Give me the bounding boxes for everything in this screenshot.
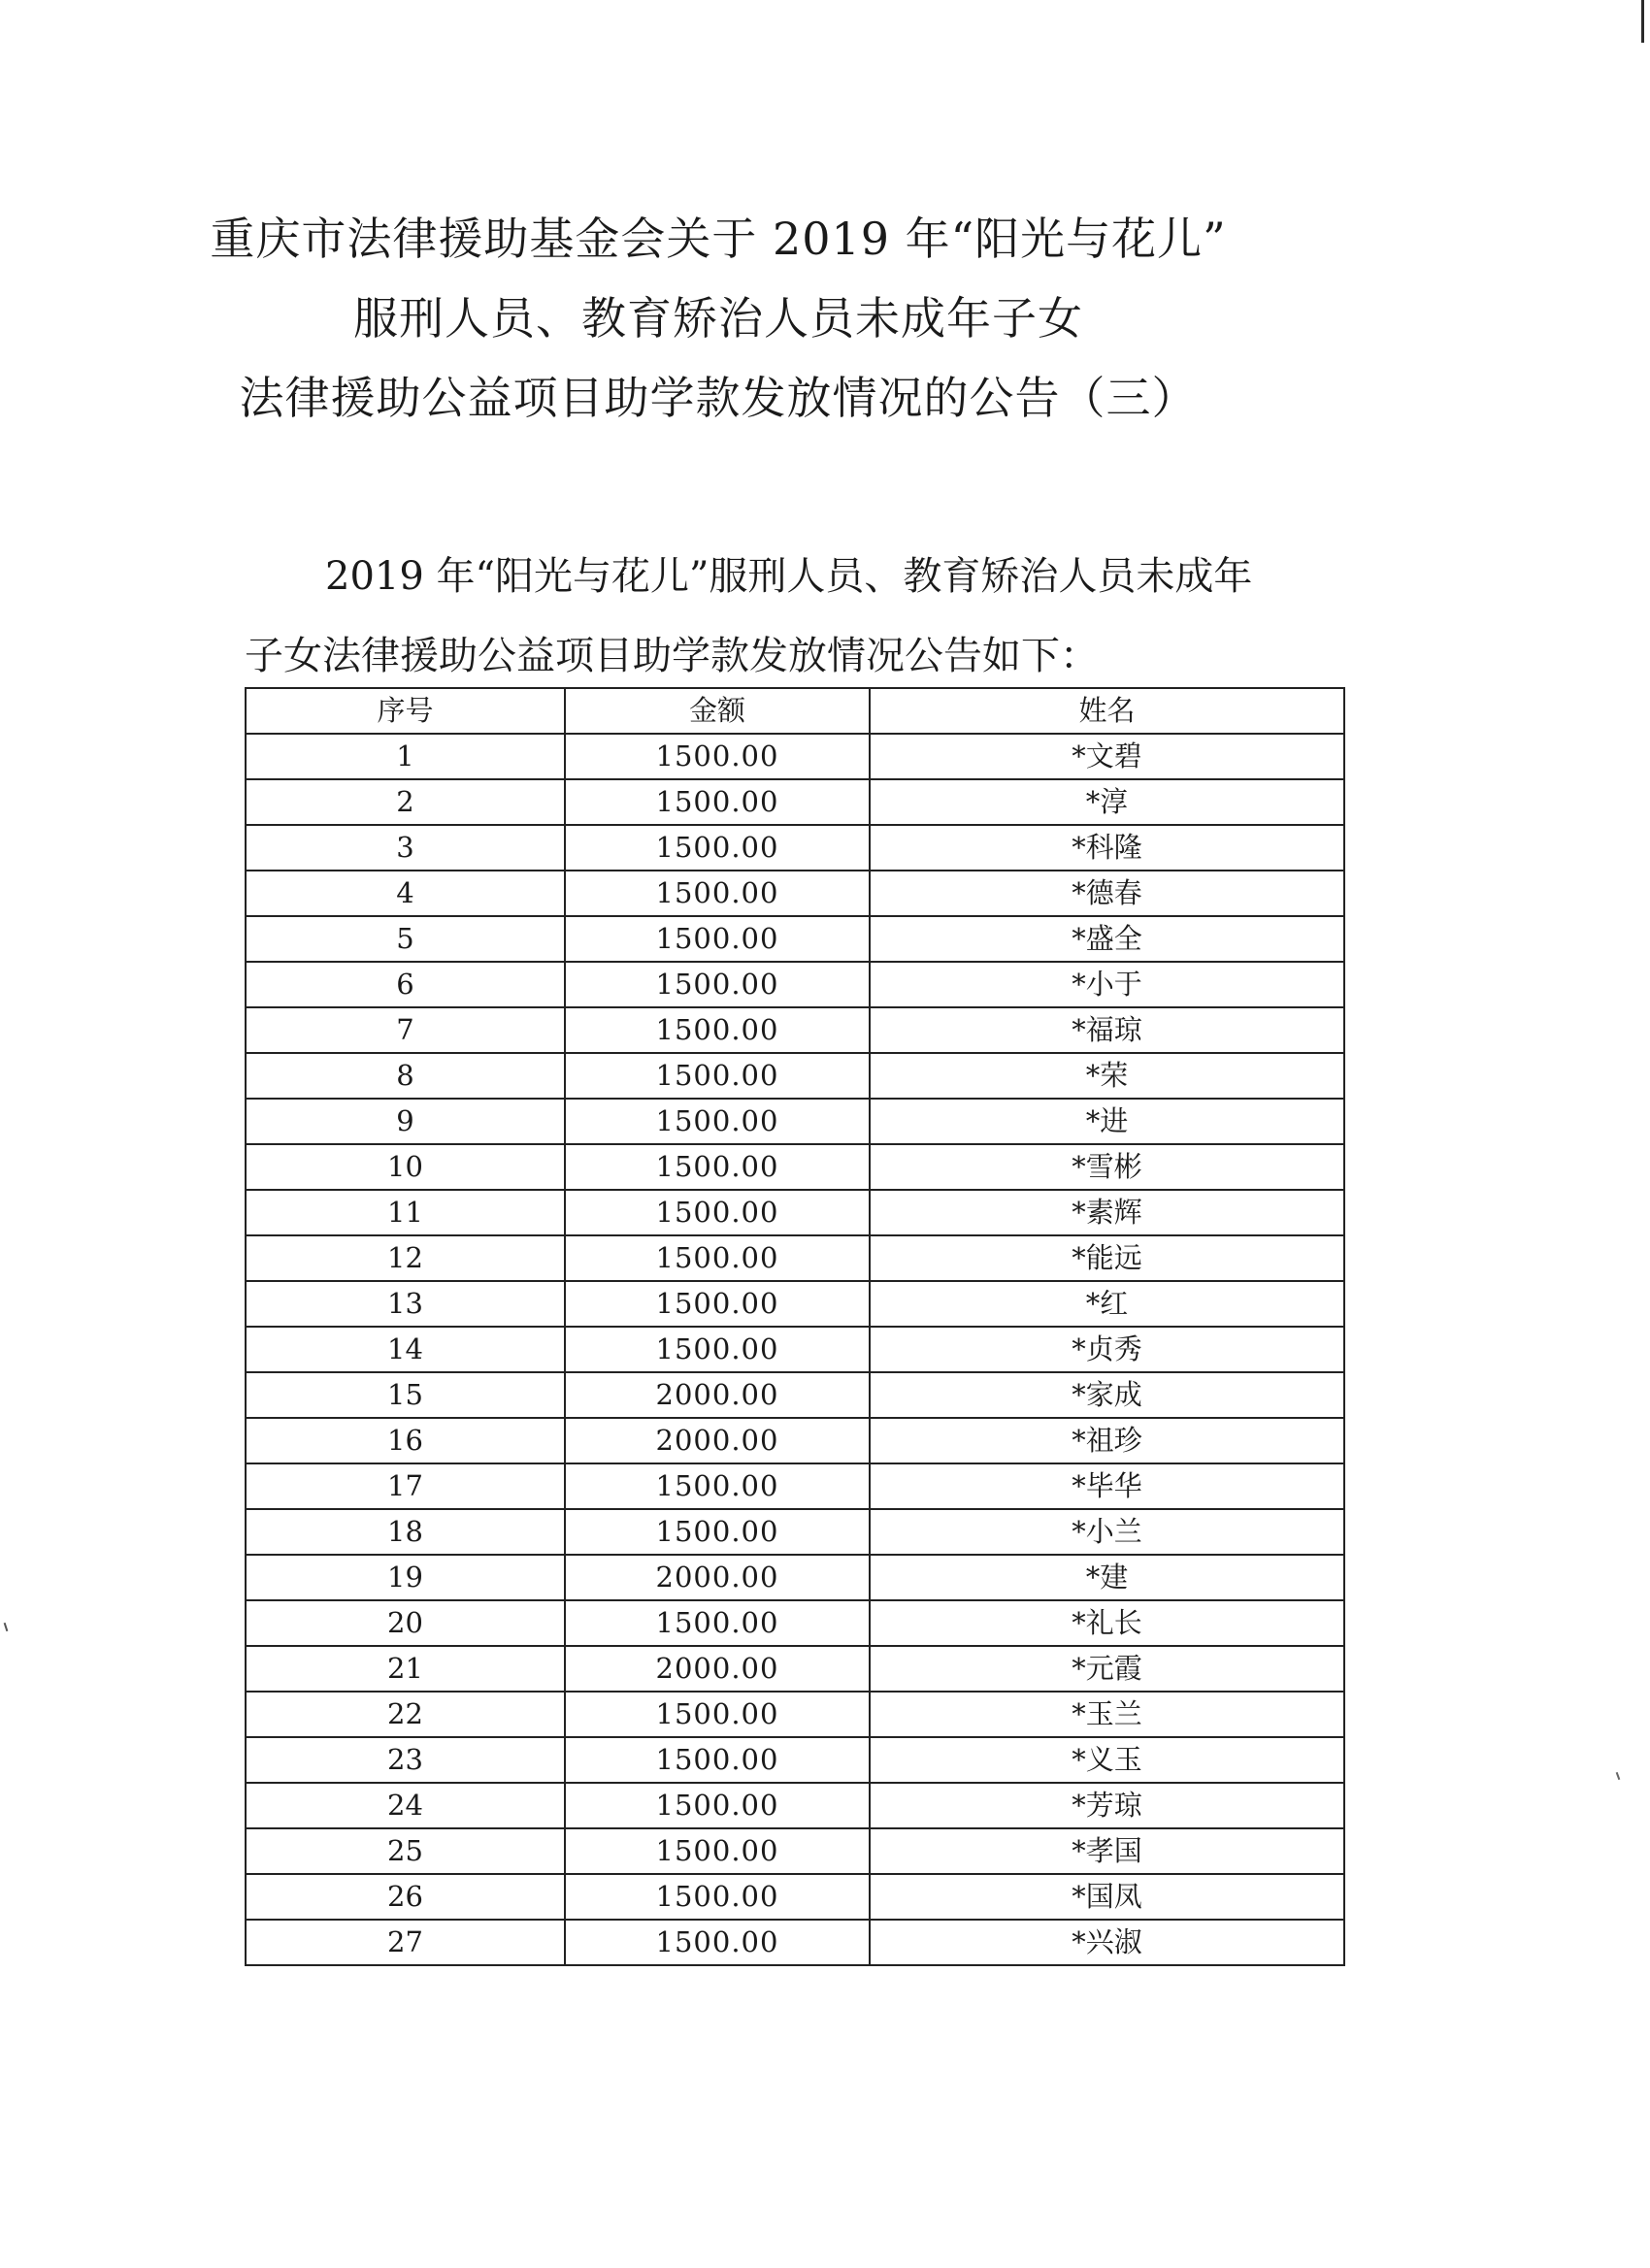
table-row	[246, 1099, 1344, 1144]
cell-name: *贞秀	[870, 1327, 1344, 1372]
table-row	[246, 1235, 1344, 1281]
cell-amount: 1500.00	[565, 1874, 870, 1920]
cell-serial-number: 20	[246, 1600, 565, 1646]
cell-name: *毕华	[870, 1463, 1344, 1509]
cell-serial-number: 6	[246, 962, 565, 1007]
cell-amount: 1500.00	[565, 1144, 870, 1190]
table-row	[246, 1372, 1344, 1418]
cell-name: *红	[870, 1281, 1344, 1327]
cell-amount: 2000.00	[565, 1372, 870, 1418]
cell-serial-number: 13	[246, 1281, 565, 1327]
intro-line-2: 子女法律援助公益项目助学款发放情况公告如下：	[245, 634, 1099, 678]
cell-amount: 1500.00	[565, 1737, 870, 1783]
cell-amount: 1500.00	[565, 1281, 870, 1327]
cell-amount: 1500.00	[565, 1600, 870, 1646]
table-row	[246, 1828, 1344, 1874]
cell-name: *雪彬	[870, 1144, 1344, 1190]
cell-amount: 2000.00	[565, 1418, 870, 1463]
cell-name: *家成	[870, 1372, 1344, 1418]
cell-amount: 1500.00	[565, 779, 870, 825]
cell-serial-number: 23	[246, 1737, 565, 1783]
cell-serial-number: 17	[246, 1463, 565, 1509]
table-row	[246, 1737, 1344, 1783]
award-table	[245, 687, 1345, 1966]
cell-name: *祖珍	[870, 1418, 1344, 1463]
cell-serial-number: 12	[246, 1235, 565, 1281]
table-row	[246, 1783, 1344, 1828]
cell-name: *德春	[870, 871, 1344, 916]
cell-serial-number: 5	[246, 916, 565, 962]
header-serial-number: 序号	[246, 688, 565, 734]
intro-line-1: 2019 年“阳光与花儿”服刑人员、教育矫治人员未成年	[325, 554, 1253, 599]
cell-serial-number: 7	[246, 1007, 565, 1053]
cell-name: *素辉	[870, 1190, 1344, 1235]
cell-name: *进	[870, 1099, 1344, 1144]
table-row	[246, 1509, 1344, 1555]
cell-serial-number: 21	[246, 1646, 565, 1692]
cell-amount: 1500.00	[565, 1828, 870, 1874]
cell-serial-number: 8	[246, 1053, 565, 1099]
table-row	[246, 916, 1344, 962]
cell-serial-number: 24	[246, 1783, 565, 1828]
cell-name: *孝国	[870, 1828, 1344, 1874]
document-title-line-3: 法律援助公益项目助学款发放情况的公告（三）	[239, 372, 1198, 424]
cell-serial-number: 3	[246, 825, 565, 871]
cell-amount: 1500.00	[565, 1920, 870, 1965]
table-header-row	[246, 688, 1344, 734]
cell-amount: 1500.00	[565, 1053, 870, 1099]
cell-serial-number: 9	[246, 1099, 565, 1144]
cell-name: *科隆	[870, 825, 1344, 871]
table-row	[246, 1646, 1344, 1692]
scan-speck	[4, 1623, 9, 1631]
header-name: 姓名	[870, 688, 1344, 734]
table-row	[246, 1463, 1344, 1509]
cell-name: *小于	[870, 962, 1344, 1007]
table-row	[246, 1007, 1344, 1053]
cell-amount: 1500.00	[565, 871, 870, 916]
table-row	[246, 1692, 1344, 1737]
document-title-line-2: 服刑人员、教育矫治人员未成年子女	[353, 292, 1083, 345]
cell-name: *兴淑	[870, 1920, 1344, 1965]
cell-amount: 2000.00	[565, 1555, 870, 1600]
cell-name: *淳	[870, 779, 1344, 825]
cell-amount: 1500.00	[565, 916, 870, 962]
table-row	[246, 871, 1344, 916]
cell-amount: 1500.00	[565, 1692, 870, 1737]
table-row	[246, 1600, 1344, 1646]
scan-edge-mark	[1641, 0, 1644, 43]
cell-amount: 1500.00	[565, 1463, 870, 1509]
cell-name: *国凤	[870, 1874, 1344, 1920]
cell-name: *文碧	[870, 734, 1344, 779]
table-row	[246, 734, 1344, 779]
cell-serial-number: 10	[246, 1144, 565, 1190]
table-row	[246, 1874, 1344, 1920]
cell-amount: 1500.00	[565, 962, 870, 1007]
cell-serial-number: 26	[246, 1874, 565, 1920]
cell-serial-number: 19	[246, 1555, 565, 1600]
table-row	[246, 1144, 1344, 1190]
cell-name: *盛全	[870, 916, 1344, 962]
cell-serial-number: 4	[246, 871, 565, 916]
cell-serial-number: 1	[246, 734, 565, 779]
cell-name: *礼长	[870, 1600, 1344, 1646]
cell-serial-number: 11	[246, 1190, 565, 1235]
cell-name: *玉兰	[870, 1692, 1344, 1737]
cell-serial-number: 15	[246, 1372, 565, 1418]
table-row	[246, 825, 1344, 871]
cell-name: *小兰	[870, 1509, 1344, 1555]
cell-amount: 1500.00	[565, 1099, 870, 1144]
table-row	[246, 1418, 1344, 1463]
cell-serial-number: 27	[246, 1920, 565, 1965]
cell-serial-number: 25	[246, 1828, 565, 1874]
table-row	[246, 1190, 1344, 1235]
cell-serial-number: 16	[246, 1418, 565, 1463]
cell-amount: 1500.00	[565, 734, 870, 779]
cell-serial-number: 2	[246, 779, 565, 825]
table-row	[246, 779, 1344, 825]
cell-name: *能远	[870, 1235, 1344, 1281]
table-row	[246, 1327, 1344, 1372]
cell-serial-number: 14	[246, 1327, 565, 1372]
cell-serial-number: 22	[246, 1692, 565, 1737]
scan-speck	[1616, 1772, 1621, 1780]
table-row	[246, 1281, 1344, 1327]
cell-name: *元霞	[870, 1646, 1344, 1692]
cell-amount: 2000.00	[565, 1646, 870, 1692]
cell-name: *福琼	[870, 1007, 1344, 1053]
cell-name: *义玉	[870, 1737, 1344, 1783]
cell-amount: 1500.00	[565, 1783, 870, 1828]
cell-amount: 1500.00	[565, 1235, 870, 1281]
table-row	[246, 1920, 1344, 1965]
cell-amount: 1500.00	[565, 825, 870, 871]
cell-amount: 1500.00	[565, 1190, 870, 1235]
table-row	[246, 962, 1344, 1007]
document-title-line-1: 重庆市法律援助基金会关于 2019 年“阳光与花儿”	[210, 213, 1227, 265]
header-amount: 金额	[565, 688, 870, 734]
cell-amount: 1500.00	[565, 1327, 870, 1372]
cell-name: *建	[870, 1555, 1344, 1600]
table-row	[246, 1053, 1344, 1099]
cell-name: *荣	[870, 1053, 1344, 1099]
cell-amount: 1500.00	[565, 1509, 870, 1555]
table-row	[246, 1555, 1344, 1600]
cell-serial-number: 18	[246, 1509, 565, 1555]
cell-name: *芳琼	[870, 1783, 1344, 1828]
cell-amount: 1500.00	[565, 1007, 870, 1053]
